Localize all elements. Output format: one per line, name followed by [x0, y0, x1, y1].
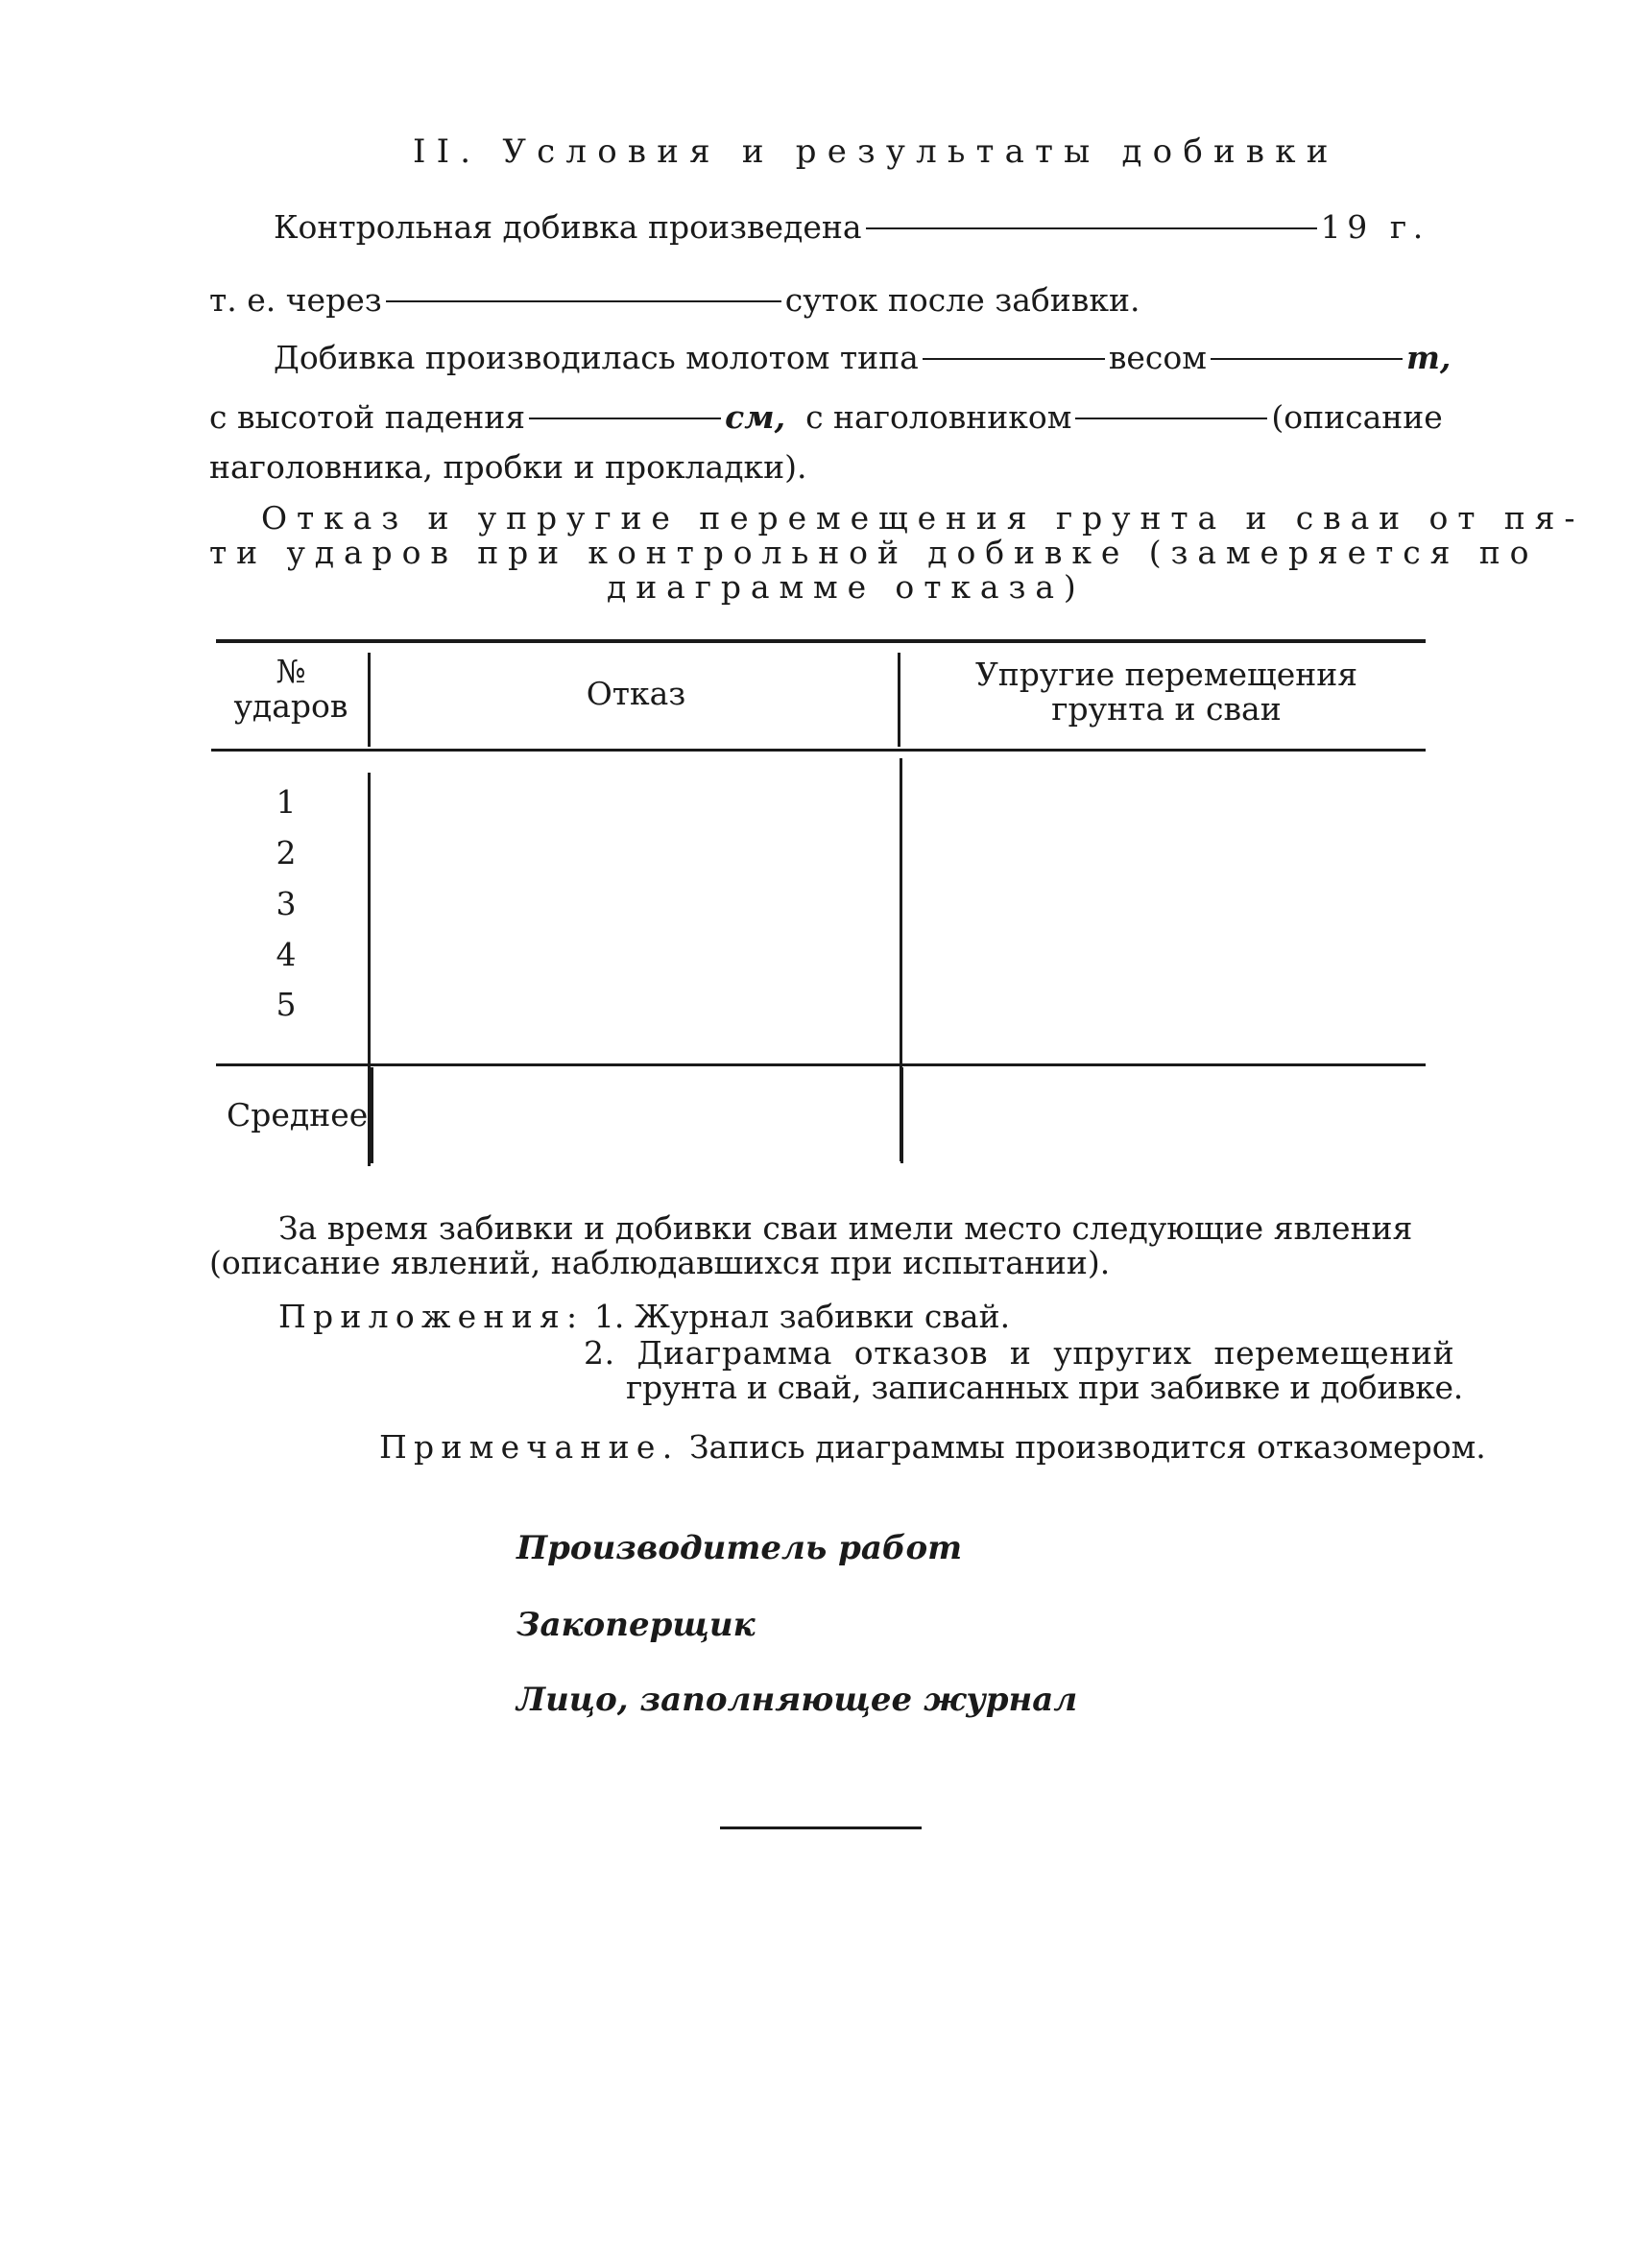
row-number: 3 [276, 885, 297, 922]
date-blank[interactable] [866, 227, 1317, 229]
hammer-type-blank[interactable] [923, 358, 1105, 360]
year-suffix: 19 г. [1320, 208, 1429, 246]
body-bottom-rule [216, 1063, 1426, 1066]
hammer-weight-blank[interactable] [1211, 358, 1403, 360]
signature-journal-keeper: Лицо, заполняющее журнал [516, 1681, 1078, 1719]
appendix-item-2-line-2: грунта и свай, записанных при забивке и добивке. [626, 1369, 1463, 1406]
phenomena-line-2: (описание явлений, наблюдавшихся при испытании). [209, 1244, 1111, 1281]
appendices-label: Приложения: [278, 1298, 585, 1335]
days-blank[interactable] [386, 300, 781, 302]
table-caption-line-1: Отказ и упругие перемещения грунта и сваи от пя- [261, 499, 1585, 537]
hammer-type-label: Добивка производилась молотом типа [274, 339, 919, 376]
appendix-item-2-line-1: 2. Диаграмма отказов и упругих перемещений [584, 1334, 1455, 1372]
section-title: II. Условия и результаты добивки [413, 132, 1339, 171]
drop-height-blank[interactable] [529, 418, 721, 419]
line-control-date-label: Контрольная добивка произведена [274, 208, 862, 246]
col-header-refusal: Отказ [586, 675, 686, 712]
col-header-number [219, 655, 363, 724]
header-bottom-rule [211, 749, 1426, 752]
col-header-elastic [907, 657, 1426, 727]
row-number: 4 [276, 936, 297, 973]
appendices-block [278, 1298, 1010, 1336]
drop-height-label: с высотой падения [209, 398, 526, 436]
signature-work-manager: Производитель работ [516, 1529, 963, 1567]
hammer-weight-label: весом [1108, 339, 1207, 376]
footer-divider-2 [900, 1067, 903, 1163]
table-caption-line-3: диаграмме отказа) [607, 568, 1086, 606]
row-number: 1 [276, 783, 297, 821]
note-text: Запись диаграммы производится отказомером. [688, 1428, 1486, 1466]
col-header-elastic-line-1: Упругие перемещения [974, 656, 1358, 693]
line-days-after-suffix: суток после забивки. [784, 281, 1140, 319]
average-row-label: Среднее [227, 1096, 369, 1134]
header-divider-2 [898, 653, 900, 747]
unit-cm: см, [725, 398, 786, 436]
unit-t: т, [1405, 339, 1452, 376]
line-days-after [209, 281, 1140, 320]
line-control-date [274, 208, 1429, 247]
end-rule [720, 1826, 922, 1829]
table-caption-line-2: ти ударов при контрольной добивке (замеряется по [209, 534, 1539, 571]
col-header-number-label: ударов [233, 687, 348, 725]
cap-description-label: (описание [1271, 398, 1443, 436]
phenomena-line-1: За время забивки и добивки сваи имели место следующие явления [278, 1209, 1413, 1247]
row-number: 2 [276, 834, 297, 871]
table-top-rule [216, 639, 1426, 643]
col-header-number-sign: № [276, 653, 306, 690]
note-label: Примечание. [379, 1428, 680, 1466]
row-number: 5 [276, 986, 297, 1023]
header-divider-1 [368, 653, 371, 747]
appendix-item-1: 1. Журнал забивки свай. [593, 1298, 1011, 1335]
line-days-after-label: т. е. через [209, 281, 382, 319]
cap-blank[interactable] [1075, 418, 1267, 419]
note-block [379, 1428, 1486, 1467]
footer-divider-1 [371, 1067, 373, 1163]
signature-pile-driver: Закоперщик [516, 1606, 756, 1644]
cap-label: с наголовником [805, 398, 1072, 436]
line-drop-height [209, 398, 1443, 437]
line-hammer [274, 339, 1451, 377]
line-cap-details: наголовника, пробки и прокладки). [209, 448, 807, 486]
col-header-elastic-line-2: грунта и сваи [1051, 690, 1282, 728]
